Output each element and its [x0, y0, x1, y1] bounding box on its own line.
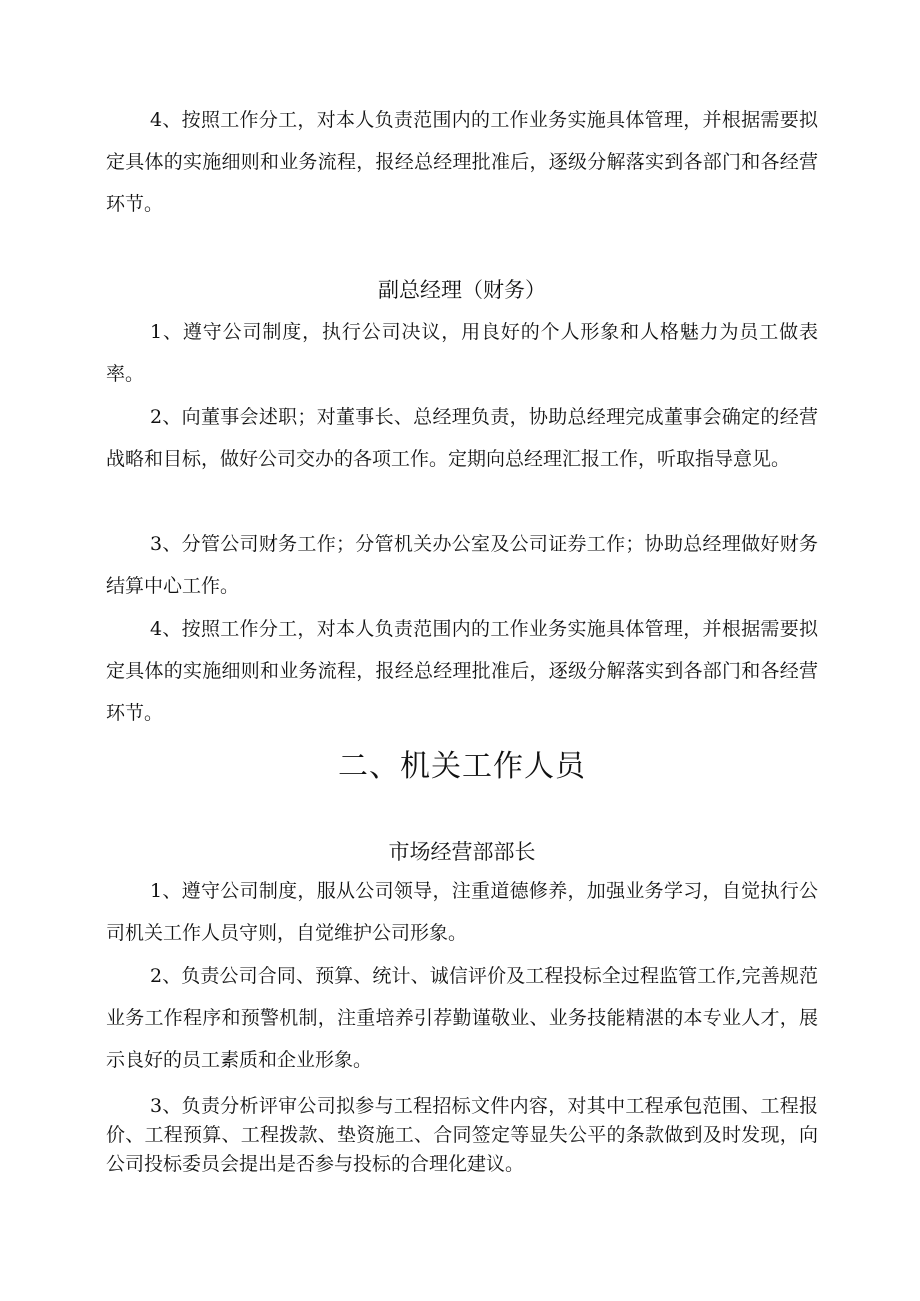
paragraph-market-item-2: 2、负责公司合同、预算、统计、诚信评价及工程投标全过程监管工作,完善规范业务工作程序和预警机制，注重培养引荐勤谨敬业、业务技能精湛的本专业人才，展示良好的员工素质和企业形象。 — [106, 965, 818, 1071]
chapter-title-staff: 二、机关工作人员 — [338, 749, 586, 784]
paragraph-market-item-3: 3、负责分析评审公司拟参与工程招标文件内容，对其中工程承包范围、工程报价、工程预算、工程拨款、垫资施工、合同签定等显失公平的条款做到及时发现，向公司投标委员会提出是否参与投标的合理化建议。 — [106, 1095, 818, 1175]
paragraph-item-4-continued: 4、按照工作分工，对本人负责范围内的工作业务实施具体管理，并根据需要拟定具体的实施细则和业务流程，报经总经理批准后，逐级分解落实到各部门和各经营环节。 — [106, 109, 818, 215]
section-title-market-head: 市场经营部部长 — [388, 840, 536, 864]
paragraph-vp-item-4: 4、按照工作分工，对本人负责范围内的工作业务实施具体管理，并根据需要拟定具体的实施细则和业务流程，报经总经理批准后，逐级分解落实到各部门和各经营环节。 — [106, 618, 818, 724]
paragraph-market-item-1: 1、遵守公司制度，服从公司领导，注重道德修养，加强业务学习，自觉执行公司机关工作人员守则，自觉维护公司形象。 — [106, 880, 818, 944]
paragraph-vp-item-2: 2、向董事会述职；对董事长、总经理负责，协助总经理完成董事会确定的经营战略和目标，做好公司交办的各项工作。定期向总经理汇报工作，听取指导意见。 — [106, 406, 818, 470]
paragraph-vp-item-1: 1、遵守公司制度，执行公司决议，用良好的个人形象和人格魅力为员工做表率。 — [106, 321, 818, 385]
paragraph-vp-item-3: 3、分管公司财务工作；分管机关办公室及公司证券工作；协助总经理做好财务结算中心工作。 — [106, 533, 818, 597]
section-title-vp-finance: 副总经理（财务） — [378, 278, 546, 302]
